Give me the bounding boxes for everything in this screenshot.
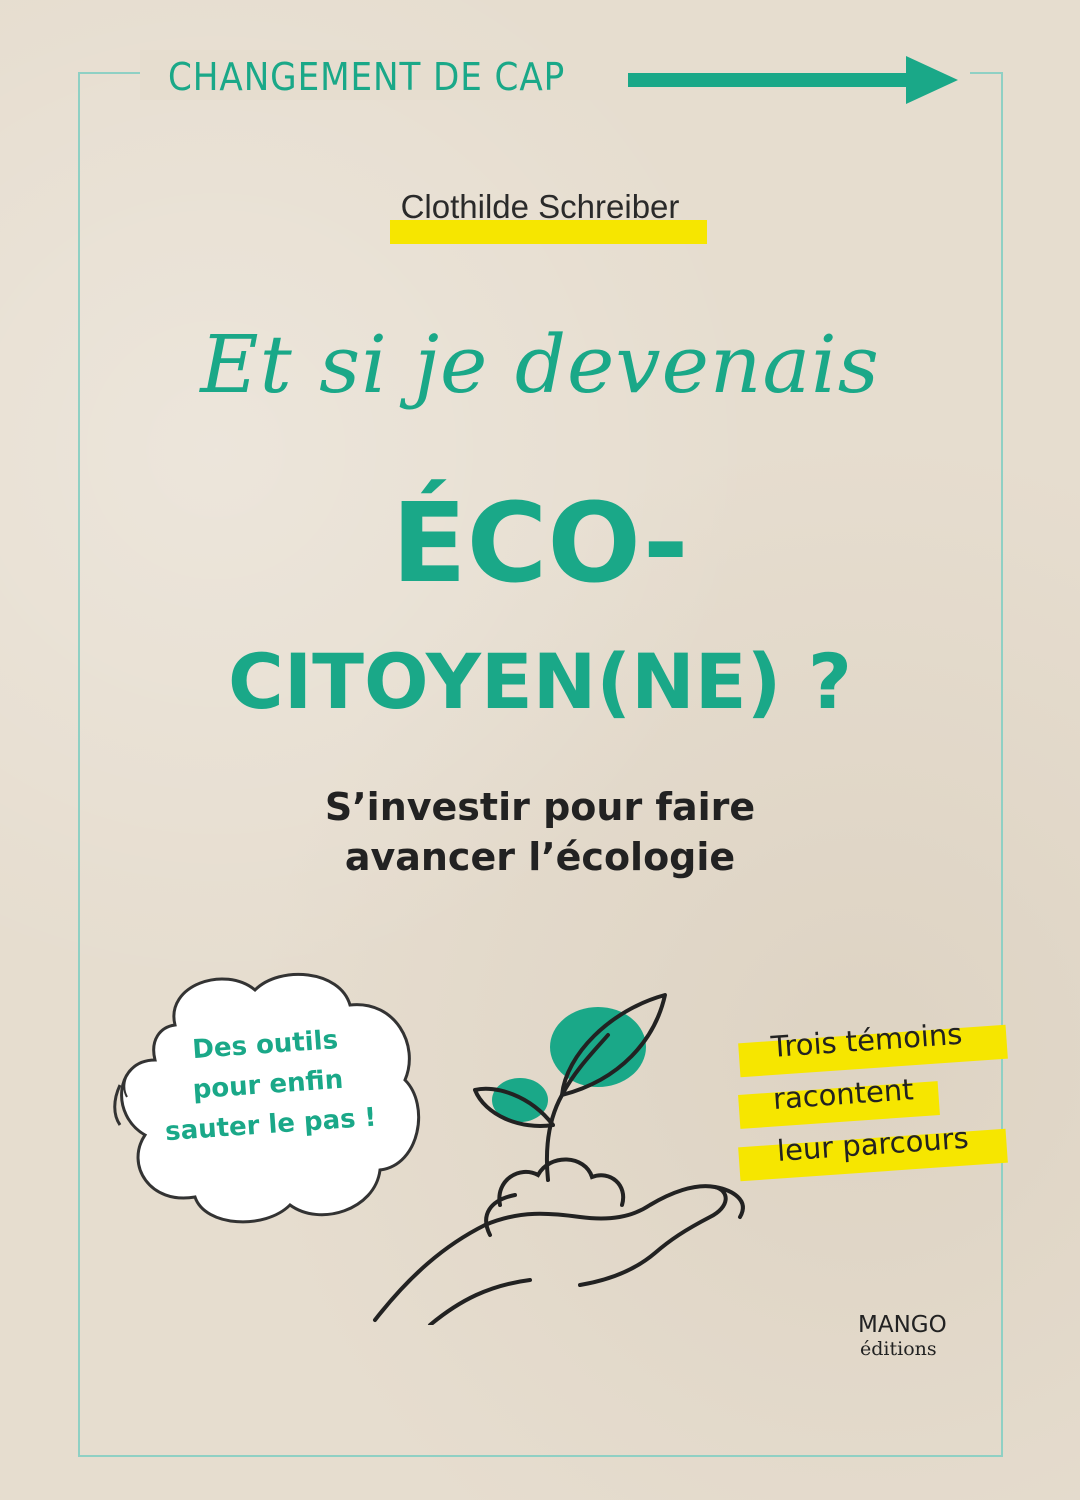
bubble-line-2: pour enfin (191, 1064, 345, 1106)
bubble-line-3: sauter le pas ! (164, 1102, 378, 1148)
tag-line-1: Trois témoins (769, 1016, 964, 1064)
author-name: Clothilde Schreiber (400, 188, 680, 225)
bubble-line-1: Des outils (191, 1025, 340, 1066)
series-title: CHANGEMENT DE CAP (168, 55, 566, 99)
tag-line-3: leur parcours (775, 1120, 970, 1168)
testimony-tag (735, 1010, 1015, 1180)
arrow-right-icon (628, 54, 963, 108)
plant-in-hand-illustration (370, 985, 760, 1325)
title-line-3: CITOYEN(NE) ? (228, 637, 852, 726)
publisher-name: MANGO (858, 1312, 947, 1338)
bubble-text (134, 1016, 402, 1154)
title-line-1: Et si je devenais (200, 318, 880, 411)
tag-line-2: racontent (771, 1072, 915, 1116)
subtitle-line-1: S’investir pour faire (324, 785, 756, 829)
subtitle-line-2: avancer l’écologie (344, 835, 736, 879)
publisher-logo (858, 1312, 978, 1360)
subtitle (0, 782, 1080, 882)
title-line-2: ÉCO- (391, 479, 689, 607)
publisher-subtitle: éditions (860, 1338, 937, 1360)
